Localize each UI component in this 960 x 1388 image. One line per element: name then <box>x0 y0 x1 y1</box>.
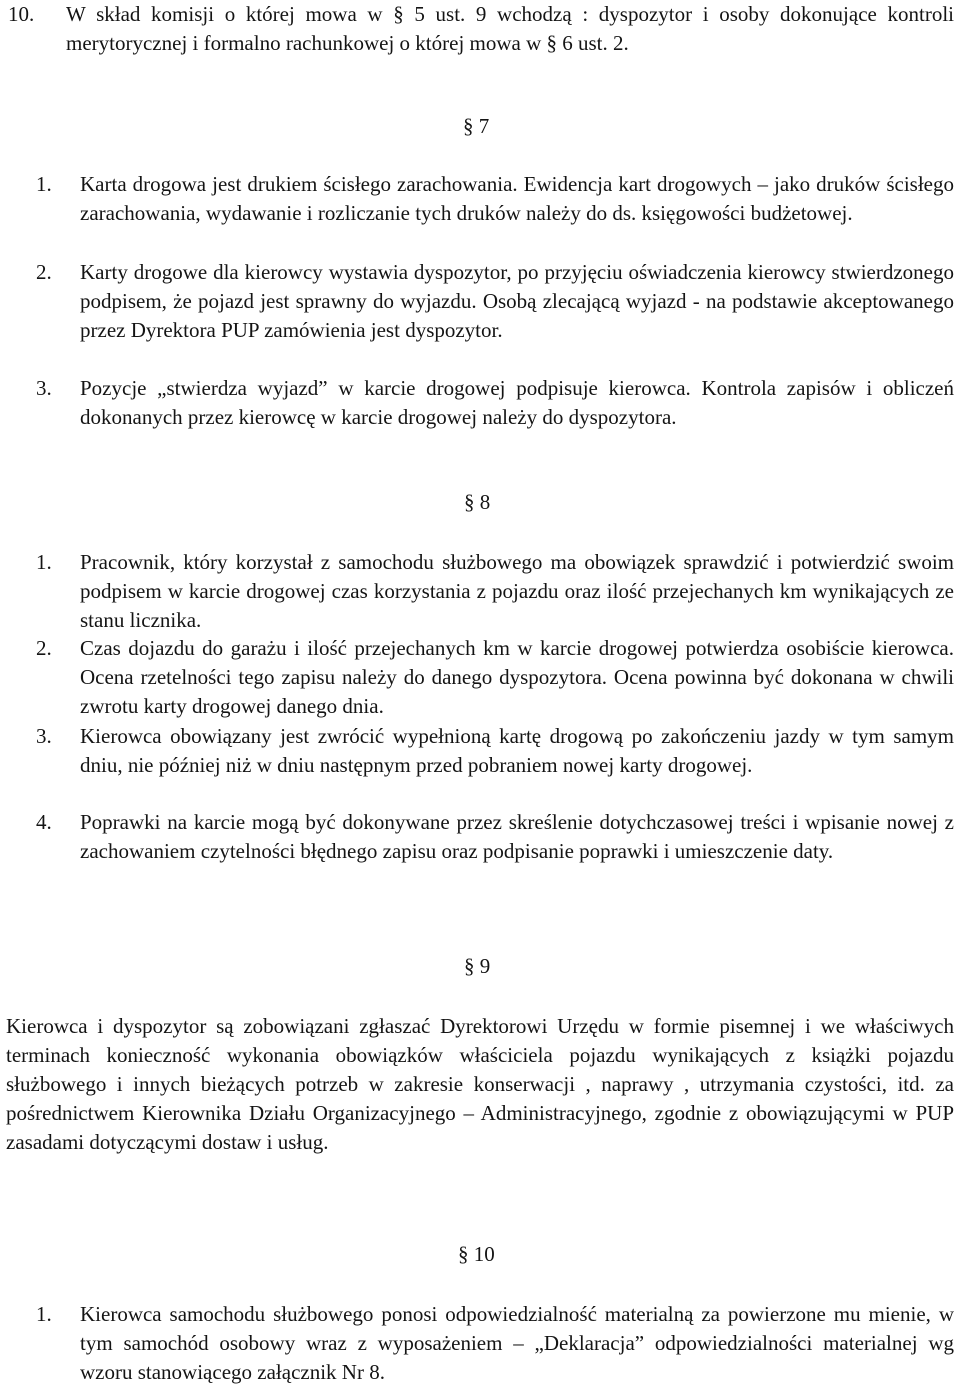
list-item <box>36 808 954 866</box>
item-text: Poprawki na karcie mogą być dokonywane przez skreślenie dotychczasowej treści i wpisanie nowej z zachowaniem czytelności błędnego zapisu oraz podpisanie poprawki i umieszczenie daty. <box>80 810 954 863</box>
list-item <box>36 634 954 721</box>
item-number: 4. <box>36 810 52 834</box>
list-item <box>36 374 954 432</box>
item-number: 1. <box>36 172 52 196</box>
item-text: W skład komisji o której mowa w § 5 ust. 9 wchodzą : dyspozytor i osoby dokonujące kontroli merytorycznej i formalno rachunkowej o której mowa w § 6 ust. 2. <box>66 2 954 55</box>
item-number: 1. <box>36 550 52 574</box>
section-heading: § 9 <box>464 954 491 978</box>
list-item <box>36 258 954 345</box>
item-text: Karta drogowa jest drukiem ścisłego zarachowania. Ewidencja kart drogowych – jako druków ścisłego zarachowania, wydawanie i rozliczanie tych druków należy do ds. księgowości budżetowej. <box>80 172 954 225</box>
item-number: 3. <box>36 376 52 400</box>
section-heading: § 7 <box>463 114 490 138</box>
item-text: Czas dojazdu do garażu i ilość przejechanych km w karcie drogowej potwierdza osobiście kierowca. Ocena rzetelności tego zapisu należy do danego dyspozytora. Ocena powinna być dokonana w chwili zwrotu karty drogowej danego dnia. <box>80 636 954 718</box>
section-heading: § 8 <box>464 490 491 514</box>
list-item <box>36 548 954 635</box>
item-text: Karty drogowe dla kierowcy wystawia dyspozytor, po przyjęciu oświadczenia kierowcy stwierdzonego podpisem, że pojazd jest sprawny do wyjazdu. Osobą zlecającą wyjazd - na podstawie akceptowanego przez Dyrektora PUP zamówienia jest dyspozytor. <box>80 260 954 342</box>
paragraph: Kierowca i dyspozytor są zobowiązani zgłaszać Dyrektorowi Urzędu w formie pisemnej i we właściwych terminach konieczność wykonania obowiązków właściciela pojazdu wynikających z książki pojazdu służbowego i innych bieżących potrzeb w zakresie konserwacji , naprawy , utrzymania czystości, itd. za pośrednictwem Kierownika Działu Organizacyjnego – Administracyjnego, zgodnie z obowiązującymi w PUP zasadami dotyczącymi dostaw i usług. <box>6 1014 954 1154</box>
item-text: Pracownik, który korzystał z samochodu służbowego ma obowiązek sprawdzić i potwierdzić swoim podpisem w karcie drogowej czas korzystania z pojazdu oraz ilość przejechanych km wynikających ze stanu licznika. <box>80 550 954 632</box>
list-item <box>36 1300 954 1387</box>
item-number: 3. <box>36 724 52 748</box>
item-number: 1. <box>36 1302 52 1326</box>
section-heading: § 10 <box>458 1242 495 1266</box>
item-text: Kierowca obowiązany jest zwrócić wypełnioną kartę drogową po zakończeniu jazdy w tym samym dniu, nie później niż w dniu następnym przed pobraniem nowej karty drogowej. <box>80 724 954 777</box>
item-text: Pozycje „stwierdza wyjazd” w karcie drogowej podpisuje kierowca. Kontrola zapisów i obliczeń dokonanych przez kierowcę w karcie drogowej należy do dyspozytora. <box>80 376 954 429</box>
list-item <box>36 722 954 780</box>
item-number: 2. <box>36 636 52 660</box>
item-number: 2. <box>36 260 52 284</box>
list-item <box>36 170 954 228</box>
list-item <box>8 0 954 58</box>
item-number: 10. <box>8 2 35 26</box>
item-text: Kierowca samochodu służbowego ponosi odpowiedzialność materialną za powierzone mu mienie, w tym samochód osobowy wraz z wyposażeniem – „Deklaracja” odpowiedzialności materialnej wg wzoru stanowiącego załącznik Nr 8. <box>80 1302 954 1384</box>
